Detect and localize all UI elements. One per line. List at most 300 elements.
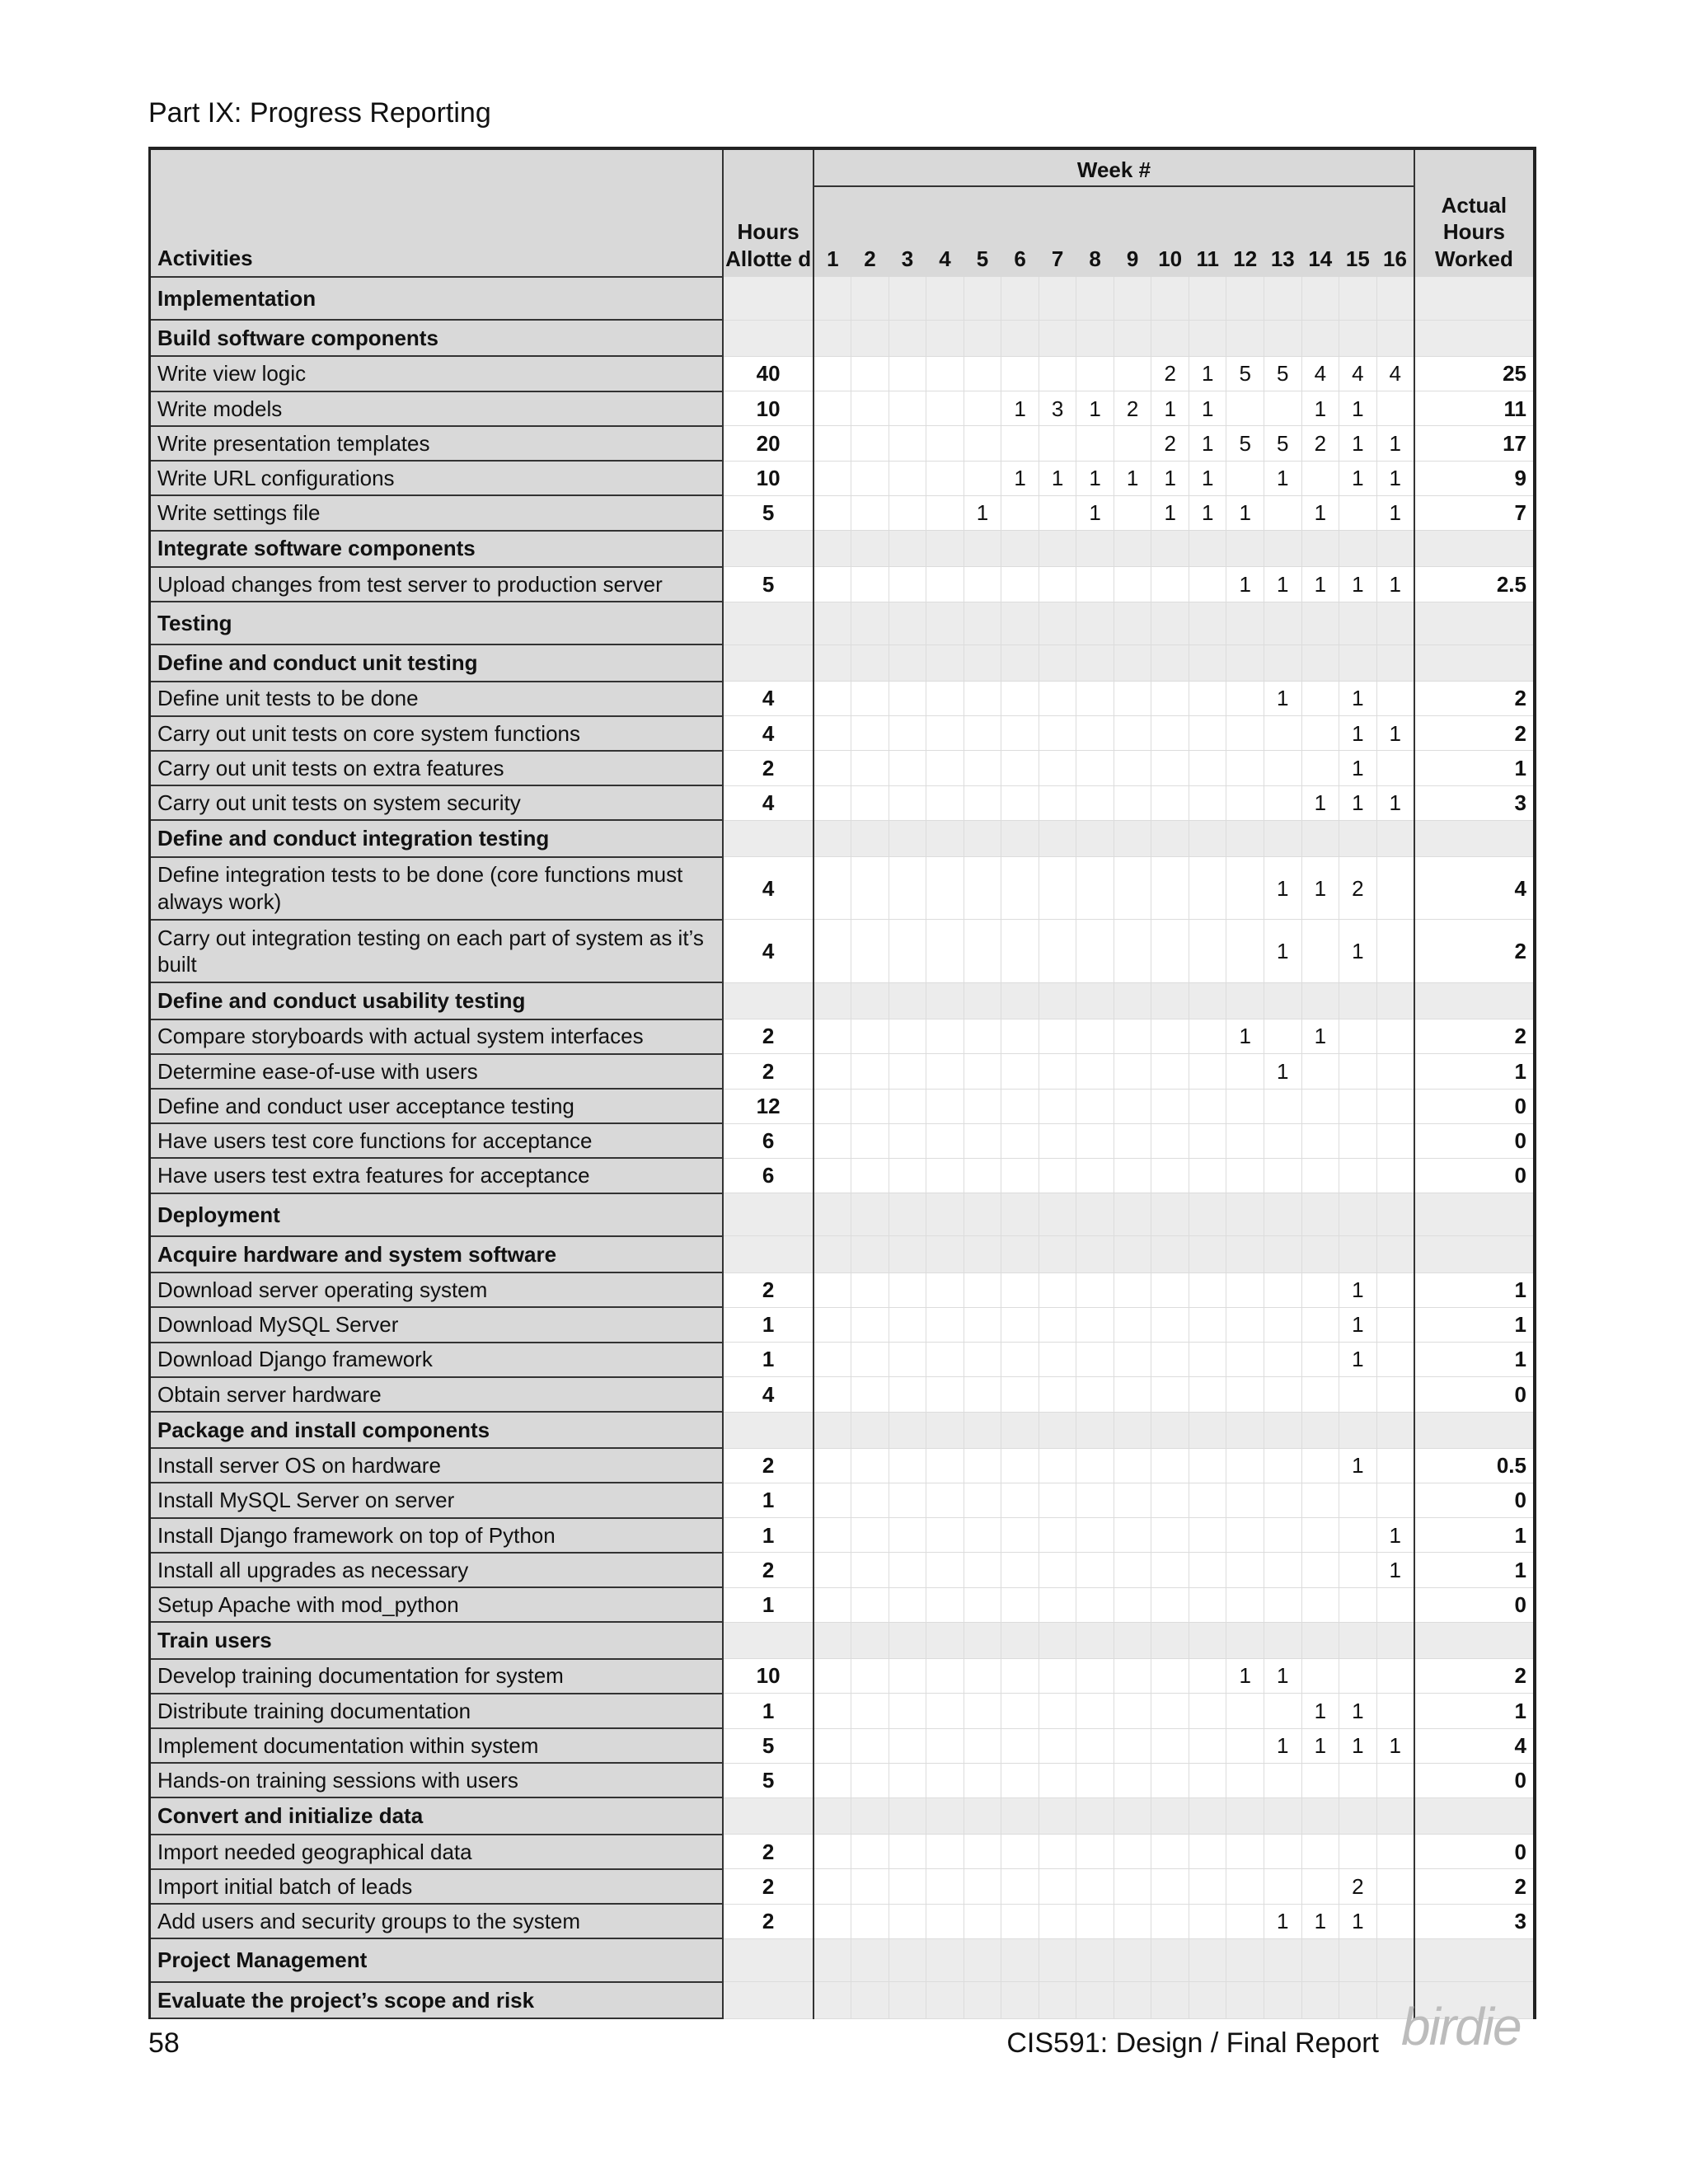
- week-hours-cell: [889, 1019, 926, 1054]
- week-hours-cell: [964, 1869, 1001, 1904]
- week-hours-cell: [1001, 1797, 1039, 1834]
- week-hours-cell: [814, 1377, 851, 1412]
- activity-name: Carry out unit tests on system security: [150, 785, 724, 820]
- activity-name: Write settings file: [150, 495, 724, 530]
- week-hours-cell: [889, 644, 926, 681]
- week-hours-cell: [1001, 857, 1039, 920]
- week-hours-cell: [1039, 920, 1076, 982]
- week-hours-cell: [814, 1193, 851, 1236]
- week-hours-cell: [1001, 1158, 1039, 1193]
- week-hours-cell: 1: [1339, 1904, 1377, 1938]
- activity-name: Write URL configurations: [150, 461, 724, 495]
- group-row: [150, 1412, 1536, 1448]
- actual-hours-cell: 0: [1414, 1377, 1535, 1412]
- week-hours-cell: [1301, 277, 1339, 320]
- week-hours-cell: 1: [1151, 461, 1189, 495]
- week-hours-cell: [1264, 531, 1302, 567]
- week-hours-cell: 2: [1339, 857, 1377, 920]
- week-hours-cell: [1264, 1377, 1302, 1412]
- week-hours-cell: [1151, 1377, 1189, 1412]
- week-hours-cell: [889, 1412, 926, 1448]
- week-hours-cell: [889, 1659, 926, 1694]
- week-hours-cell: [1339, 1019, 1377, 1054]
- week-hours-cell: [1039, 1622, 1076, 1658]
- week-hours-cell: [889, 1797, 926, 1834]
- hours-allotted-cell: [723, 1236, 814, 1272]
- week-hours-cell: [1001, 1728, 1039, 1763]
- week-hours-cell: 1: [1339, 1728, 1377, 1763]
- week-hours-cell: [889, 1307, 926, 1342]
- actual-hours-cell: 0: [1414, 1835, 1535, 1869]
- week-hours-cell: [1076, 1412, 1114, 1448]
- week-hours-cell: [1114, 1982, 1151, 2018]
- week-hours-cell: [1189, 682, 1226, 716]
- actual-hours-cell: 9: [1414, 461, 1535, 495]
- week-hours-cell: [1226, 1236, 1264, 1272]
- task-row: [150, 356, 1536, 391]
- week-hours-cell: [1001, 1089, 1039, 1123]
- week-hours-cell: 1: [1189, 391, 1226, 426]
- week-hours-cell: [1339, 602, 1377, 644]
- activity-name: Upload changes from test server to production server: [150, 567, 724, 602]
- week-number-header: 9: [1114, 186, 1151, 277]
- week-hours-cell: [1076, 567, 1114, 602]
- week-hours-cell: [964, 356, 1001, 391]
- week-hours-cell: [964, 602, 1001, 644]
- week-hours-cell: [1264, 982, 1302, 1019]
- week-hours-cell: [1189, 1587, 1226, 1622]
- week-hours-cell: [1376, 644, 1414, 681]
- week-hours-cell: [1001, 1483, 1039, 1517]
- actual-hours-cell: 17: [1414, 426, 1535, 461]
- week-hours-cell: [1264, 1797, 1302, 1834]
- week-hours-cell: [1151, 1019, 1189, 1054]
- hours-allotted-cell: 2: [723, 1835, 814, 1869]
- week-hours-cell: [851, 1835, 889, 1869]
- week-hours-cell: [1039, 1343, 1076, 1377]
- actual-hours-cell: 1: [1414, 1694, 1535, 1728]
- week-hours-cell: 1: [1376, 716, 1414, 751]
- week-hours-cell: [1226, 1763, 1264, 1797]
- week-hours-cell: [1226, 716, 1264, 751]
- week-hours-cell: [1376, 1158, 1414, 1193]
- week-hours-cell: [1114, 277, 1151, 320]
- week-hours-cell: [1039, 320, 1076, 356]
- week-hours-cell: [814, 1019, 851, 1054]
- week-hours-cell: [1376, 1622, 1414, 1658]
- week-hours-cell: [814, 567, 851, 602]
- week-hours-cell: [926, 1123, 964, 1158]
- week-hours-cell: [1076, 1763, 1114, 1797]
- week-hours-cell: [1226, 1158, 1264, 1193]
- group-row: [150, 531, 1536, 567]
- week-hours-cell: 5: [1264, 426, 1302, 461]
- week-hours-cell: [1151, 1622, 1189, 1658]
- week-hours-cell: [1264, 1193, 1302, 1236]
- hours-allotted-cell: 10: [723, 1659, 814, 1694]
- activity-name: Write models: [150, 391, 724, 426]
- week-hours-cell: [1151, 1518, 1189, 1553]
- week-hours-cell: [1189, 1938, 1226, 1981]
- week-hours-cell: [1151, 1694, 1189, 1728]
- week-hours-cell: [1339, 1797, 1377, 1834]
- week-hours-cell: [1001, 1343, 1039, 1377]
- week-hours-cell: [1226, 1089, 1264, 1123]
- week-hours-cell: [814, 857, 851, 920]
- week-hours-cell: [1151, 1272, 1189, 1307]
- week-hours-cell: [851, 1659, 889, 1694]
- week-hours-cell: [1189, 1448, 1226, 1483]
- week-hours-cell: 1: [1376, 495, 1414, 530]
- actual-hours-cell: [1414, 1938, 1535, 1981]
- week-hours-cell: [851, 751, 889, 785]
- week-hours-cell: [1226, 1797, 1264, 1834]
- week-hours-cell: [851, 426, 889, 461]
- week-hours-cell: [926, 644, 964, 681]
- activity-name: Carry out integration testing on each part of system as it’s built: [150, 920, 724, 982]
- week-hours-cell: 1: [1339, 391, 1377, 426]
- week-hours-cell: [964, 1377, 1001, 1412]
- week-hours-cell: 1: [1301, 495, 1339, 530]
- week-hours-cell: [889, 857, 926, 920]
- activity-name: Download server operating system: [150, 1272, 724, 1307]
- week-hours-cell: 1: [1301, 391, 1339, 426]
- week-hours-cell: [1301, 1938, 1339, 1981]
- activity-name: Have users test core functions for acceptance: [150, 1123, 724, 1158]
- hours-allotted-cell: 5: [723, 495, 814, 530]
- task-row: [150, 1659, 1536, 1694]
- week-hours-cell: 5: [1226, 426, 1264, 461]
- week-hours-cell: [851, 1982, 889, 2018]
- birdie-logo: birdie: [1401, 1997, 1521, 2056]
- week-hours-cell: [851, 1307, 889, 1342]
- week-hours-cell: [1226, 391, 1264, 426]
- week-header: Week #: [814, 148, 1414, 186]
- week-hours-cell: [1039, 356, 1076, 391]
- week-hours-cell: 1: [1264, 682, 1302, 716]
- activity-name: Implement documentation within system: [150, 1728, 724, 1763]
- week-hours-cell: [1339, 1659, 1377, 1694]
- group-title: Define and conduct unit testing: [150, 644, 724, 681]
- week-hours-cell: [1001, 1193, 1039, 1236]
- week-hours-cell: [1339, 1089, 1377, 1123]
- week-hours-cell: [1039, 644, 1076, 681]
- week-hours-cell: [1226, 1193, 1264, 1236]
- week-hours-cell: [1114, 1272, 1151, 1307]
- week-hours-cell: [1264, 1123, 1302, 1158]
- week-hours-cell: [1001, 1123, 1039, 1158]
- week-hours-cell: [889, 1272, 926, 1307]
- group-row: [150, 320, 1536, 356]
- week-hours-cell: [1114, 602, 1151, 644]
- actual-hours-cell: [1414, 982, 1535, 1019]
- week-hours-cell: [1001, 1054, 1039, 1089]
- week-hours-cell: [926, 982, 964, 1019]
- week-hours-cell: [1114, 1938, 1151, 1981]
- week-hours-cell: [1076, 1904, 1114, 1938]
- week-hours-cell: [1226, 1054, 1264, 1089]
- week-hours-cell: 1: [1189, 461, 1226, 495]
- week-hours-cell: [851, 602, 889, 644]
- week-hours-cell: [1001, 682, 1039, 716]
- week-hours-cell: [926, 1622, 964, 1658]
- week-hours-cell: [1114, 1123, 1151, 1158]
- actual-hours-cell: 0: [1414, 1123, 1535, 1158]
- week-hours-cell: [889, 1236, 926, 1272]
- week-hours-cell: [851, 1054, 889, 1089]
- week-hours-cell: [1301, 644, 1339, 681]
- week-hours-cell: [1301, 1659, 1339, 1694]
- week-hours-cell: [851, 461, 889, 495]
- task-row: [150, 1483, 1536, 1517]
- week-hours-cell: [926, 1307, 964, 1342]
- week-hours-cell: 1: [1376, 1553, 1414, 1587]
- week-hours-cell: [1114, 1343, 1151, 1377]
- week-hours-cell: [1376, 1089, 1414, 1123]
- week-hours-cell: [851, 567, 889, 602]
- section-title: Project Management: [150, 1938, 724, 1981]
- week-hours-cell: [814, 1622, 851, 1658]
- week-hours-cell: [1376, 1448, 1414, 1483]
- week-hours-cell: [1076, 1054, 1114, 1089]
- task-row: [150, 1869, 1536, 1904]
- week-hours-cell: [1189, 1123, 1226, 1158]
- week-hours-cell: [1301, 1054, 1339, 1089]
- week-hours-cell: [851, 1694, 889, 1728]
- week-hours-cell: [1264, 277, 1302, 320]
- week-hours-cell: 1: [1264, 567, 1302, 602]
- week-hours-cell: [889, 1622, 926, 1658]
- hours-allotted-cell: 2: [723, 1054, 814, 1089]
- week-hours-cell: 1: [1339, 567, 1377, 602]
- task-row: [150, 1518, 1536, 1553]
- week-hours-cell: [1226, 1728, 1264, 1763]
- week-hours-cell: 1: [1189, 495, 1226, 530]
- week-hours-cell: [1151, 1835, 1189, 1869]
- week-hours-cell: [964, 1518, 1001, 1553]
- week-hours-cell: [1151, 1763, 1189, 1797]
- week-hours-cell: 2: [1151, 356, 1189, 391]
- week-hours-cell: [1189, 751, 1226, 785]
- week-hours-cell: [1151, 920, 1189, 982]
- week-hours-cell: [1301, 1797, 1339, 1834]
- hours-allotted-header: Hours Allotte d: [723, 148, 814, 277]
- week-hours-cell: [889, 356, 926, 391]
- section-title: Testing: [150, 602, 724, 644]
- actual-hours-cell: 1: [1414, 1307, 1535, 1342]
- week-hours-cell: 1: [1151, 495, 1189, 530]
- task-row: [150, 920, 1536, 982]
- week-hours-cell: [1076, 1483, 1114, 1517]
- week-hours-cell: [1189, 1158, 1226, 1193]
- week-hours-cell: [1076, 1835, 1114, 1869]
- week-hours-cell: [1301, 1553, 1339, 1587]
- hours-allotted-cell: [723, 820, 814, 856]
- week-hours-cell: [1189, 531, 1226, 567]
- week-hours-cell: [889, 982, 926, 1019]
- week-hours-cell: [1226, 1938, 1264, 1981]
- week-hours-cell: [1339, 820, 1377, 856]
- week-hours-cell: [1076, 1622, 1114, 1658]
- week-hours-cell: 1: [1076, 461, 1114, 495]
- week-hours-cell: [1339, 1193, 1377, 1236]
- group-row: [150, 1982, 1536, 2018]
- week-hours-cell: [1264, 1763, 1302, 1797]
- task-row: [150, 391, 1536, 426]
- week-hours-cell: [1076, 1659, 1114, 1694]
- week-hours-cell: [1376, 320, 1414, 356]
- week-hours-cell: [1226, 1272, 1264, 1307]
- hours-allotted-cell: [723, 602, 814, 644]
- week-hours-cell: [926, 461, 964, 495]
- week-hours-cell: [1226, 1343, 1264, 1377]
- week-hours-cell: [1264, 1622, 1302, 1658]
- week-hours-cell: [1226, 531, 1264, 567]
- week-hours-cell: [1114, 1019, 1151, 1054]
- hours-allotted-cell: 1: [723, 1483, 814, 1517]
- week-hours-cell: [1226, 1123, 1264, 1158]
- week-hours-cell: [1001, 920, 1039, 982]
- week-hours-cell: [1151, 1054, 1189, 1089]
- activity-name: Carry out unit tests on core system functions: [150, 716, 724, 751]
- week-hours-cell: [814, 1835, 851, 1869]
- week-hours-cell: [889, 1193, 926, 1236]
- week-hours-cell: [1076, 1587, 1114, 1622]
- week-hours-cell: [1076, 1307, 1114, 1342]
- week-hours-cell: [1039, 682, 1076, 716]
- week-hours-cell: [1339, 1587, 1377, 1622]
- week-hours-cell: [1189, 1307, 1226, 1342]
- week-hours-cell: [1114, 1553, 1151, 1587]
- week-hours-cell: [1001, 1553, 1039, 1587]
- activity-name: Install all upgrades as necessary: [150, 1553, 724, 1587]
- week-hours-cell: [1039, 1869, 1076, 1904]
- week-hours-cell: [1076, 1019, 1114, 1054]
- week-hours-cell: [1001, 1938, 1039, 1981]
- week-hours-cell: [1264, 1272, 1302, 1307]
- hours-allotted-cell: 1: [723, 1587, 814, 1622]
- week-hours-cell: 1: [1226, 495, 1264, 530]
- week-hours-cell: [1114, 1307, 1151, 1342]
- week-hours-cell: [851, 1904, 889, 1938]
- week-hours-cell: [1339, 531, 1377, 567]
- week-hours-cell: [851, 1158, 889, 1193]
- week-hours-cell: [1376, 1343, 1414, 1377]
- week-hours-cell: [1301, 320, 1339, 356]
- week-hours-cell: [1151, 1587, 1189, 1622]
- week-hours-cell: [1039, 1694, 1076, 1728]
- week-hours-cell: [889, 1938, 926, 1981]
- hours-allotted-cell: 2: [723, 1019, 814, 1054]
- week-hours-cell: [964, 391, 1001, 426]
- task-row: [150, 1553, 1536, 1587]
- actual-hours-cell: [1414, 1236, 1535, 1272]
- hours-allotted-cell: 5: [723, 1763, 814, 1797]
- week-hours-cell: [1301, 1622, 1339, 1658]
- week-hours-cell: [1001, 356, 1039, 391]
- week-hours-cell: [1376, 1763, 1414, 1797]
- week-hours-cell: [964, 1835, 1001, 1869]
- week-hours-cell: [1151, 1089, 1189, 1123]
- task-row: [150, 495, 1536, 530]
- week-hours-cell: 1: [1339, 785, 1377, 820]
- hours-allotted-cell: [723, 531, 814, 567]
- week-hours-cell: [814, 1904, 851, 1938]
- week-hours-cell: [1226, 1694, 1264, 1728]
- hours-allotted-cell: 5: [723, 567, 814, 602]
- week-hours-cell: [1301, 820, 1339, 856]
- week-hours-cell: [1076, 1343, 1114, 1377]
- week-hours-cell: [926, 1694, 964, 1728]
- week-hours-cell: [814, 785, 851, 820]
- week-hours-cell: [1114, 1797, 1151, 1834]
- week-hours-cell: [964, 277, 1001, 320]
- week-hours-cell: 1: [1226, 1019, 1264, 1054]
- week-hours-cell: [1114, 1054, 1151, 1089]
- week-hours-cell: [1264, 1835, 1302, 1869]
- task-row: [150, 1272, 1536, 1307]
- week-hours-cell: [851, 1622, 889, 1658]
- week-hours-cell: [1039, 1089, 1076, 1123]
- week-hours-cell: [1376, 1272, 1414, 1307]
- week-hours-cell: [1076, 1123, 1114, 1158]
- week-hours-cell: [1376, 1054, 1414, 1089]
- week-hours-cell: 1: [1264, 1728, 1302, 1763]
- week-hours-cell: [1226, 277, 1264, 320]
- week-hours-cell: [1039, 1412, 1076, 1448]
- week-hours-cell: [964, 1193, 1001, 1236]
- week-hours-cell: [1114, 920, 1151, 982]
- hours-allotted-cell: 2: [723, 751, 814, 785]
- week-hours-cell: [1076, 1728, 1114, 1763]
- week-hours-cell: [1226, 682, 1264, 716]
- week-hours-cell: [964, 1448, 1001, 1483]
- week-hours-cell: [1264, 1343, 1302, 1377]
- week-hours-cell: [926, 1587, 964, 1622]
- week-hours-cell: [1076, 1553, 1114, 1587]
- section-title: Implementation: [150, 277, 724, 320]
- week-hours-cell: [851, 1797, 889, 1834]
- group-title: Build software components: [150, 320, 724, 356]
- hours-allotted-cell: 4: [723, 1377, 814, 1412]
- hours-allotted-cell: [723, 320, 814, 356]
- week-hours-cell: [1301, 1518, 1339, 1553]
- week-hours-cell: [1301, 1236, 1339, 1272]
- week-hours-cell: [851, 1587, 889, 1622]
- hours-allotted-cell: 6: [723, 1123, 814, 1158]
- hours-allotted-cell: 4: [723, 785, 814, 820]
- week-hours-cell: [1264, 1483, 1302, 1517]
- week-hours-cell: [1264, 1553, 1302, 1587]
- week-hours-cell: [1189, 1019, 1226, 1054]
- week-hours-cell: [889, 1694, 926, 1728]
- week-hours-cell: [889, 1869, 926, 1904]
- week-hours-cell: [851, 1869, 889, 1904]
- week-hours-cell: [1076, 1938, 1114, 1981]
- week-hours-cell: [964, 1412, 1001, 1448]
- week-hours-cell: [1301, 982, 1339, 1019]
- task-row: [150, 1377, 1536, 1412]
- week-hours-cell: [814, 1158, 851, 1193]
- week-hours-cell: [1264, 1938, 1302, 1981]
- week-number-header: 16: [1376, 186, 1414, 277]
- week-hours-cell: [814, 531, 851, 567]
- week-hours-cell: [964, 920, 1001, 982]
- week-hours-cell: [1114, 1483, 1151, 1517]
- activity-name: Develop training documentation for system: [150, 1659, 724, 1694]
- week-hours-cell: [1264, 1089, 1302, 1123]
- actual-hours-cell: [1414, 820, 1535, 856]
